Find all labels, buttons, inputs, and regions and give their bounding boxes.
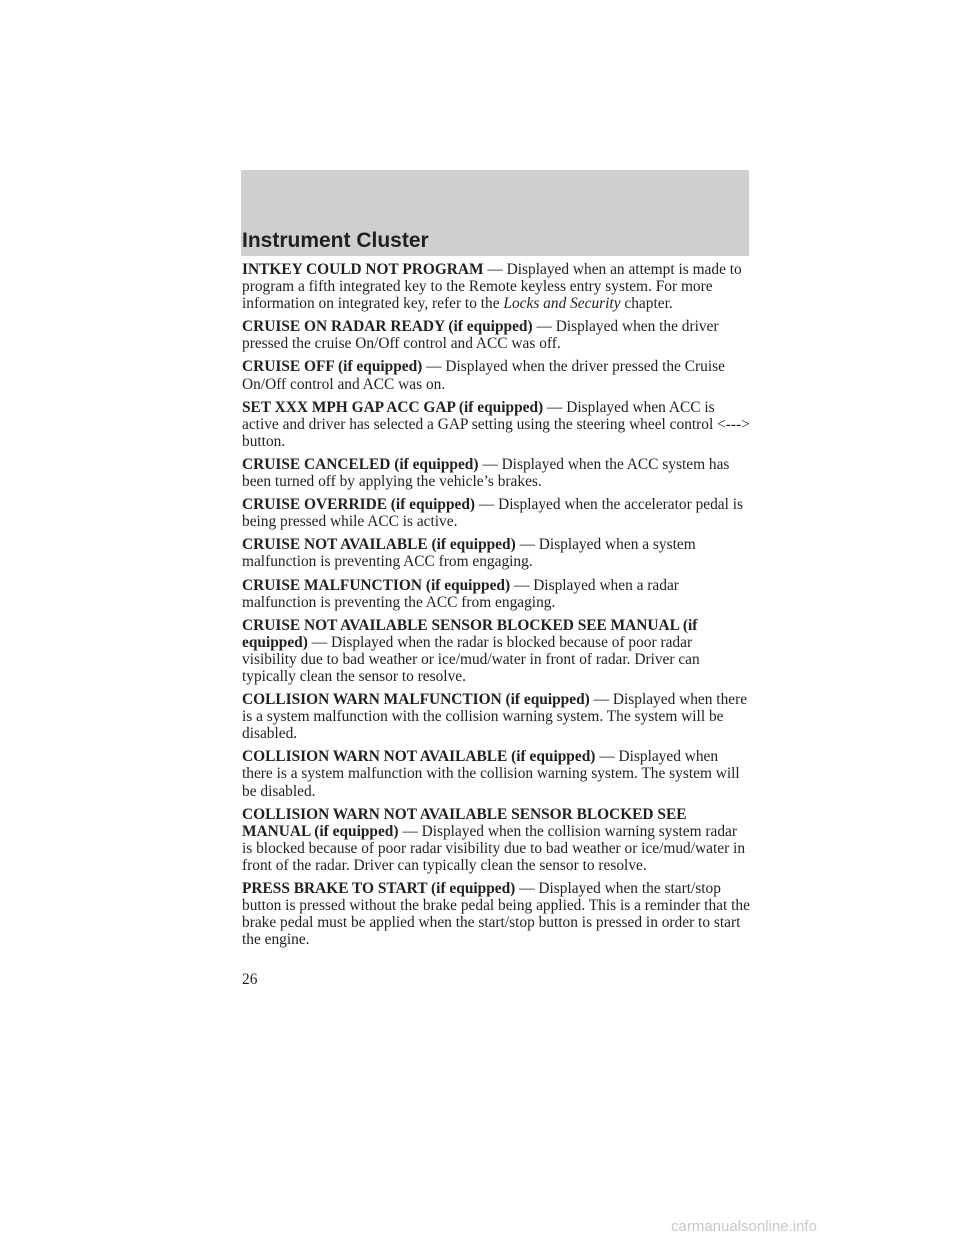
message-term: CRUISE OVERRIDE (if equipped) bbox=[242, 496, 476, 514]
message-description: — Displayed when ACC is active and driver has selected a GAP setting using the steering wheel control <---> button. bbox=[242, 398, 750, 450]
message-description: — Displayed when the collision warning system radar is blocked because of poor radar visibility due to bad weather or ice/mud/water in front of the radar. Driver can typically clean the sensor to resolve. bbox=[242, 822, 746, 874]
message-term: CRUISE CANCELED (if equipped) bbox=[242, 455, 479, 473]
section-title: Instrument Cluster bbox=[242, 229, 429, 252]
message-entry bbox=[242, 748, 750, 799]
message-entry bbox=[242, 806, 750, 874]
message-description: — Displayed when a radar malfunction is preventing the ACC from engaging. bbox=[242, 576, 679, 611]
message-description: — Displayed when the driver pressed the Cruise On/Off control and ACC was on. bbox=[242, 358, 725, 393]
message-entry bbox=[242, 358, 750, 392]
page-number: 26 bbox=[242, 971, 258, 988]
message-description: — Displayed when the accelerator pedal is being pressed while ACC is active. bbox=[242, 496, 744, 531]
message-term: PRESS BRAKE TO START (if equipped) bbox=[242, 880, 516, 897]
message-description-tail: chapter. bbox=[624, 295, 673, 313]
message-entry bbox=[242, 318, 750, 352]
message-description: — Displayed when there is a system malfunction with the collision warning system. The system will be disabled. bbox=[242, 691, 748, 743]
message-description: — Displayed when the radar is blocked because of poor radar visibility due to bad weather or ice/mud/water in front of radar. Driver can typically clean the sensor to resolve. bbox=[242, 633, 700, 685]
message-entry bbox=[242, 880, 750, 948]
message-term: CRUISE NOT AVAILABLE SENSOR BLOCKED SEE MANUAL (if equipped) bbox=[242, 616, 698, 651]
message-term: CRUISE MALFUNCTION (if equipped) bbox=[242, 576, 511, 594]
message-entry bbox=[242, 536, 750, 570]
message-term: CRUISE ON RADAR READY (if equipped) bbox=[242, 318, 533, 336]
message-entry bbox=[242, 399, 750, 450]
message-entry bbox=[242, 617, 750, 685]
message-description: — Displayed when the driver pressed the cruise On/Off control and ACC was off. bbox=[242, 318, 719, 353]
message-entry bbox=[242, 577, 750, 611]
message-term: CRUISE OFF (if equipped) bbox=[242, 358, 423, 376]
message-term: CRUISE NOT AVAILABLE (if equipped) bbox=[242, 536, 516, 554]
message-description: — Displayed when a system malfunction is preventing ACC from engaging. bbox=[242, 536, 696, 571]
message-description: — Displayed when an attempt is made to program a fifth integrated key to the Remote keyless entry system. For more information on integrated key, refer to the bbox=[242, 261, 742, 313]
message-term: COLLISION WARN NOT AVAILABLE (if equipped) bbox=[242, 748, 596, 766]
message-description: — Displayed when the ACC system has been turned off by applying the vehicle’s brakes. bbox=[242, 455, 730, 491]
message-term: COLLISION WARN NOT AVAILABLE SENSOR BLOCKED SEE MANUAL (if equipped) bbox=[242, 805, 687, 840]
message-term: COLLISION WARN MALFUNCTION (if equipped) bbox=[242, 691, 590, 709]
message-entry bbox=[242, 691, 750, 742]
message-entry bbox=[242, 496, 750, 530]
chapter-reference: Locks and Security bbox=[503, 295, 621, 313]
message-description: — Displayed when there is a system malfunction with the collision warning system. The system will be disabled. bbox=[242, 748, 740, 800]
message-term: INTKEY COULD NOT PROGRAM bbox=[242, 261, 484, 278]
message-entry bbox=[242, 456, 750, 490]
message-entry bbox=[242, 261, 750, 312]
message-term: SET XXX MPH GAP ACC GAP (if equipped) bbox=[242, 398, 544, 416]
message-list bbox=[242, 261, 750, 954]
watermark: carmanualsonline.info bbox=[671, 1218, 817, 1235]
message-description: — Displayed when the start/stop button is pressed without the brake pedal being applied. This is a reminder that the brake pedal must be applied when the start/stop button is pressed in order to start the engine. bbox=[242, 880, 750, 949]
